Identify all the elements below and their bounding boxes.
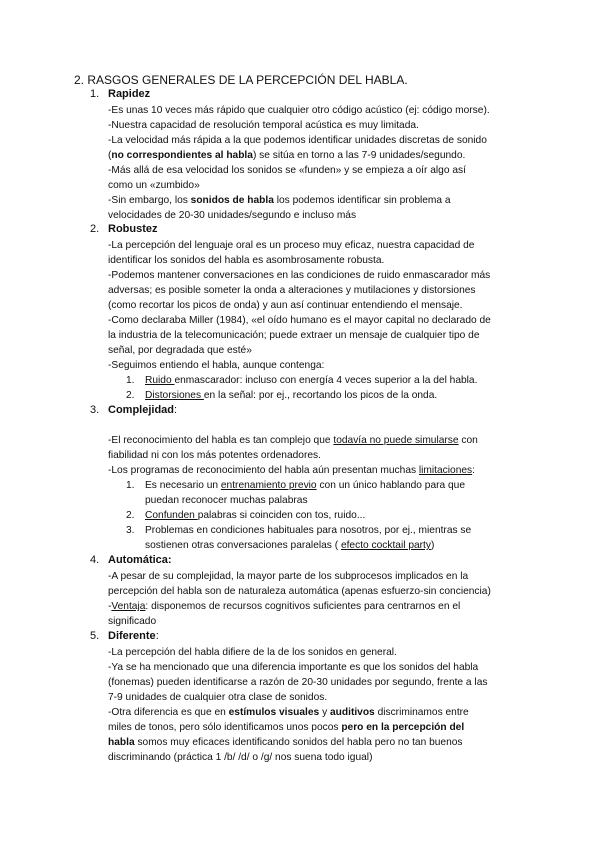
- text-line: -El reconocimiento del habla es tan complejo que todavía no puede simularse con: [108, 435, 478, 446]
- list-item-number: 3.: [126, 525, 135, 536]
- list-item-number: 2.: [126, 510, 135, 521]
- text-line: 7-9 unidades de cualquier otra clase de sonidos.: [108, 692, 328, 703]
- text-line: -Ya se ha mencionado que una diferencia importante es que los sonidos del habla: [108, 662, 479, 673]
- text-line: fiabilidad ni con los más potentes ordenadores.: [108, 450, 321, 461]
- section-heading: Rapidez: [108, 88, 151, 100]
- section-heading: Diferente:: [108, 630, 159, 642]
- list-item-number: 2.: [126, 390, 135, 401]
- section-number: 2.: [90, 223, 100, 235]
- section-number: 4.: [90, 554, 100, 566]
- text-line: habla somos muy eficaces identificando sonidos del habla pero no tan buenos: [108, 737, 463, 748]
- list-item-number: 1.: [126, 375, 135, 386]
- text-line: (fonemas) pueden identificarse a razón de 20-30 unidades por segundo, frente a las: [108, 677, 488, 688]
- section-number: 1.: [90, 88, 100, 100]
- text-line: como un «zumbido»: [108, 180, 200, 191]
- text-line: -Más allá de esa velocidad los sonidos se «funden» y se empieza a oír algo así: [108, 165, 466, 176]
- list-item: Es necesario un entrenamiento previo con un único hablando para que: [145, 480, 466, 491]
- text-line: -La percepción del habla difiere de la de los sonidos en general.: [108, 647, 397, 658]
- text-line: -Ventaja: disponemos de recursos cognitivos suficientes para centrarnos en el: [108, 601, 461, 612]
- text-line: -A pesar de su complejidad, la mayor parte de los subprocesos implicados en la: [108, 571, 469, 582]
- section-number: 3.: [90, 404, 100, 416]
- text-line: identificar los sonidos del habla es asombrosamente robusta.: [108, 255, 385, 266]
- section-heading: Robustez: [108, 223, 158, 235]
- section-number: 5.: [90, 630, 100, 642]
- text-line: (no correspondientes al habla) se sitúa en torno a las 7-9 unidades/segundo.: [108, 150, 466, 161]
- text-line: -Nuestra capacidad de resolución temporal acústica es muy limitada.: [108, 120, 419, 131]
- text-line: -Como declaraba Miller (1984), «el oído humano es el mayor capital no declarado de: [108, 315, 491, 326]
- text-line: -Sin embargo, los sonidos de habla los podemos identificar sin problema a: [108, 195, 451, 206]
- section-heading: Complejidad:: [108, 404, 178, 416]
- text-line: miles de tonos, pero sólo identificamos unos pocos pero en la percepción del: [108, 722, 465, 733]
- list-item: Ruido enmascarador: incluso con energía 4 veces superior a la del habla.: [145, 375, 478, 386]
- list-item: Confunden palabras si coinciden con tos, ruido...: [145, 510, 366, 521]
- text-line: (como recortar los picos de onda) y aun así continuar entendiendo el mensaje.: [108, 300, 463, 311]
- text-line: -Otra diferencia es que en estímulos visuales y auditivos discriminamos entre: [108, 707, 469, 718]
- text-line: discriminando (práctica 1 /b/ /d/ o /g/ nos suena todo igual): [108, 752, 373, 763]
- list-item-continuation: sostienen otras conversaciones paralelas ( efecto cocktail party): [145, 540, 435, 551]
- text-line: señal, por degradada que esté»: [108, 345, 252, 356]
- document-title: 2. RASGOS GENERALES DE LA PERCEPCIÓN DEL HABLA.: [74, 73, 408, 87]
- list-item-continuation: puedan reconocer muchas palabras: [145, 495, 308, 506]
- section-heading: Automática:: [108, 554, 172, 566]
- text-line: -Podemos mantener conversaciones en las condiciones de ruido enmascarador más: [108, 270, 491, 281]
- text-line: adversas; es posible someter la onda a alteraciones y mutilaciones y distorsiones: [108, 285, 476, 296]
- text-line: -Los programas de reconocimiento del habla aún presentan muchas limitaciones:: [108, 465, 475, 476]
- text-line: significado: [108, 616, 157, 627]
- list-item-number: 1.: [126, 480, 135, 491]
- list-item: Problemas en condiciones habituales para nosotros, por ej., mientras se: [145, 525, 472, 536]
- text-line: -La velocidad más rápida a la que podemos identificar unidades discretas de sonido: [108, 135, 487, 146]
- list-item: Distorsiones en la señal: por ej., recortando los picos de la onda.: [145, 390, 438, 401]
- text-line: velocidades de 20-30 unidades/segundo e incluso más: [108, 210, 357, 221]
- text-line: percepción del habla son de naturaleza automática (apenas esfuerzo-sin conciencia): [108, 586, 491, 597]
- text-line: -Es unas 10 veces más rápido que cualquier otro código acústico (ej: código morse).: [108, 105, 490, 116]
- text-line: la industria de la telecomunicación; puede extraer un mensaje de cualquier tipo de: [108, 330, 480, 341]
- text-line: -La percepción del lenguaje oral es un proceso muy eficaz, nuestra capacidad de: [108, 240, 475, 251]
- text-line: -Seguimos entiendo el habla, aunque contenga:: [108, 360, 325, 371]
